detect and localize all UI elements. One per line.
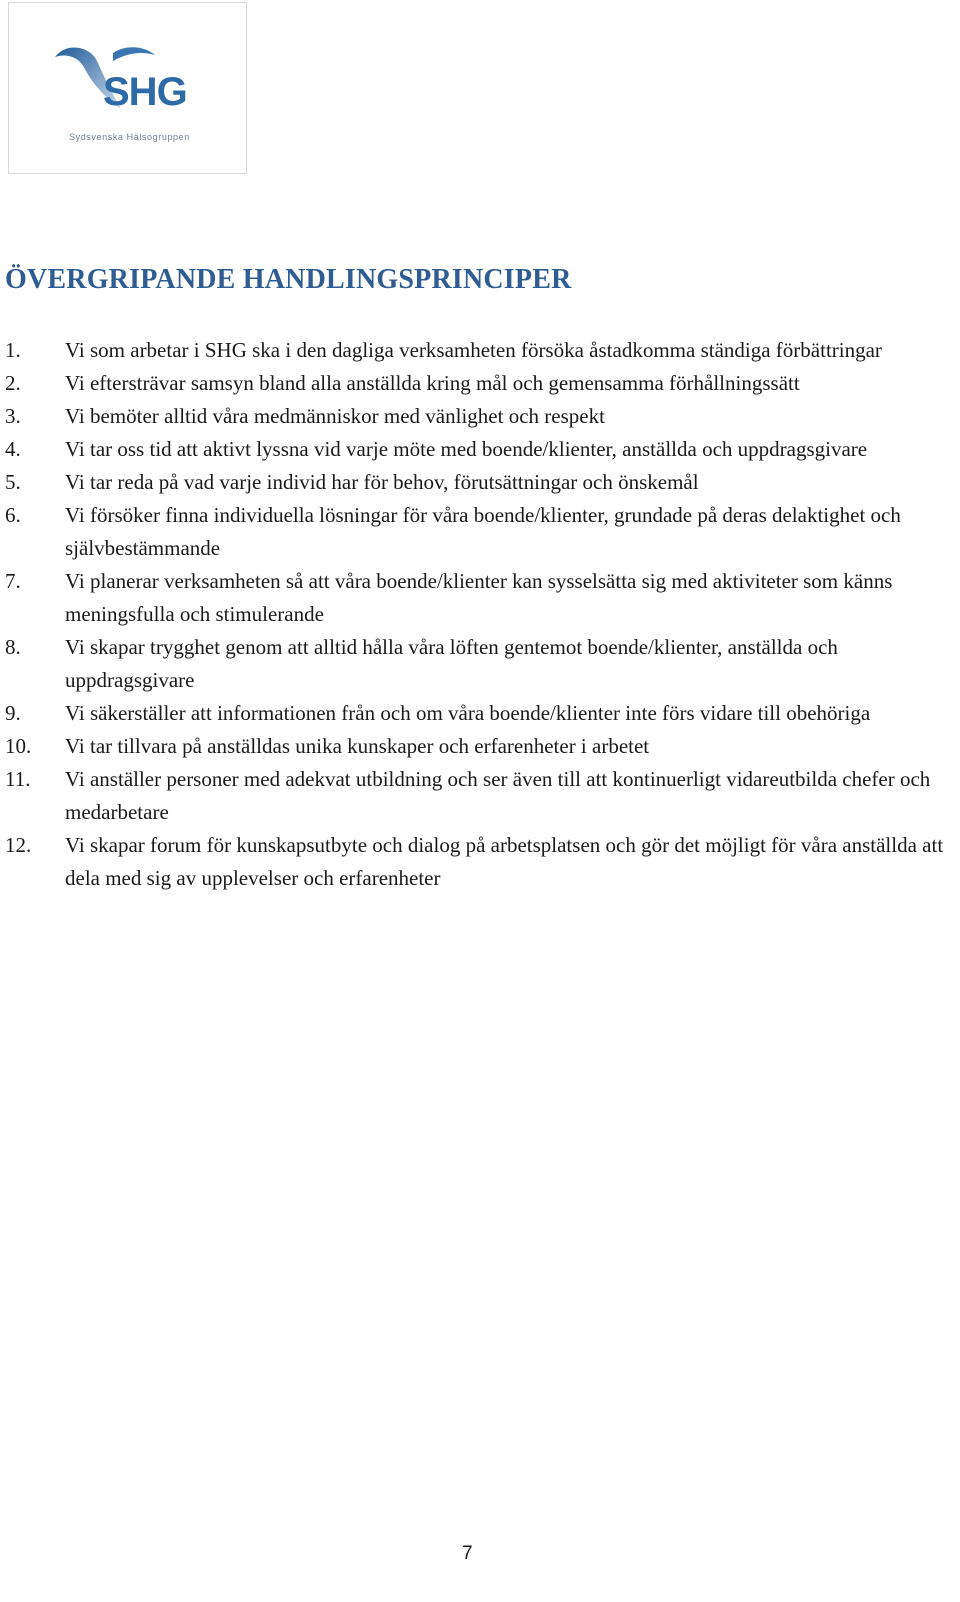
- principle-text: Vi tar tillvara på anställdas unika kunskaper och erfarenheter i arbetet: [65, 734, 650, 758]
- principle-number: 1.: [5, 338, 21, 362]
- principle-number: 11.: [5, 767, 31, 791]
- principle-number: 7.: [5, 569, 21, 593]
- principle-text: Vi tar oss tid att aktivt lyssna vid varje möte med boende/klienter, anställda och uppdragsgivare: [65, 437, 868, 461]
- principle-item: [0, 697, 950, 730]
- principle-text: Vi försöker finna individuella lösningar för våra boende/klienter, grundade på deras delaktighet och självbestämmande: [65, 503, 901, 560]
- logo-tagline: Sydsvenska Hälsogruppen: [69, 132, 190, 142]
- principle-item: [0, 631, 950, 697]
- logo-wordmark: SHG: [103, 70, 187, 114]
- principle-item: [0, 367, 950, 400]
- principle-text: Vi eftersträvar samsyn bland alla anställda kring mål och gemensamma förhållningssätt: [65, 371, 800, 395]
- principle-number: 12.: [5, 833, 32, 857]
- logo-wave: [113, 47, 155, 61]
- principle-text: Vi skapar trygghet genom att alltid hålla våra löften gentemot boende/klienter, anställda och uppdragsgivare: [65, 635, 838, 692]
- principles-list: [0, 334, 950, 895]
- principle-text: Vi bemöter alltid våra medmänniskor med vänlighet och respekt: [65, 404, 605, 428]
- principle-item: [0, 763, 950, 829]
- principle-item: [0, 565, 950, 631]
- page-number: 7: [462, 1543, 473, 1564]
- page-heading: ÖVERGRIPANDE HANDLINGSPRINCIPER: [5, 264, 572, 295]
- shg-logo-graphic: [9, 3, 248, 175]
- principle-text: Vi som arbetar i SHG ska i den dagliga verksamheten försöka åstadkomma ständiga förbättringar: [65, 338, 882, 362]
- principle-number: 9.: [5, 701, 21, 725]
- principle-number: 5.: [5, 470, 21, 494]
- principle-number: 10.: [5, 734, 32, 758]
- principle-number: 3.: [5, 404, 21, 428]
- principle-item: [0, 334, 950, 367]
- principle-item: [0, 499, 950, 565]
- principle-item: [0, 829, 950, 895]
- principle-number: 8.: [5, 635, 21, 659]
- principle-item: [0, 433, 950, 466]
- principle-text: Vi säkerställer att informationen från och om våra boende/klienter inte förs vidare till obehöriga: [65, 701, 871, 725]
- principle-text: Vi anställer personer med adekvat utbildning och ser även till att kontinuerligt vidareutbilda chefer och medarbetare: [65, 767, 931, 824]
- principle-number: 6.: [5, 503, 21, 527]
- principle-text: Vi planerar verksamheten så att våra boende/klienter kan sysselsätta sig med aktiviteter som känns meningsfulla och stimulerande: [65, 569, 893, 626]
- principle-number: 2.: [5, 371, 21, 395]
- principle-text: Vi tar reda på vad varje individ har för behov, förutsättningar och önskemål: [65, 470, 699, 494]
- principle-item: [0, 730, 950, 763]
- principle-item: [0, 466, 950, 499]
- principle-number: 4.: [5, 437, 21, 461]
- company-logo: [8, 2, 247, 174]
- principle-text: Vi skapar forum för kunskapsutbyte och dialog på arbetsplatsen och gör det möjligt för våra anställda att dela med sig av upplevelser och erfarenheter: [65, 833, 944, 890]
- principle-item: [0, 400, 950, 433]
